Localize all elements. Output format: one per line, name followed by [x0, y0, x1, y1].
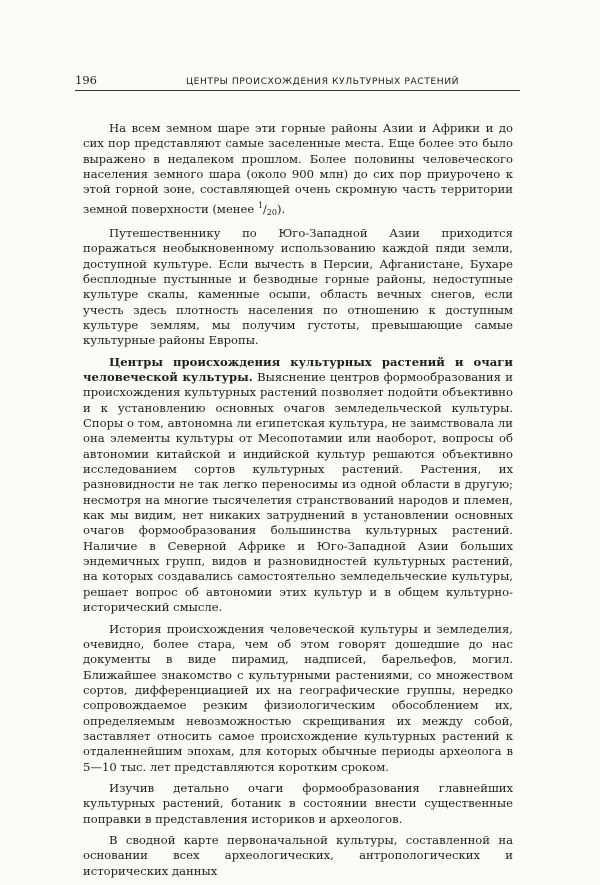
paragraph-6: В сводной карте первоначальной культуры, составленной на основании всех археологических, антропологических и исторических данных [83, 832, 513, 878]
paragraph-3 [83, 355, 513, 616]
running-title: ЦЕНТРЫ ПРОИСХОЖДЕНИЯ КУЛЬТУРНЫХ РАСТЕНИЙ [185, 76, 460, 87]
paragraph-2: Путешественнику по Юго-Западной Азии приходится поражаться необыкновенному использованию каждой пяди земли, доступной культуре. Если вычесть в Персии, Афганистане, Бухаре бесплодные пустынные и безводные горные районы, недоступные культуре скалы, каменные осыпи, область вечных снегов, если учесть здесь плотность населения по отношению к доступным культуре землям, мы получим густоты, превышающие самые культурные районы Европы. [83, 225, 513, 348]
page-number: 196 [75, 73, 97, 87]
paragraph-4: История происхождения человеческой культуры и земледелия, очевидно, более стара, чем об этом говорят дошедшие до нас документы в виде пирамид, надписей, барельефов, могил. Ближайшее знакомство с культурными растениями, со множеством сортов, дифференциацией их на географические группы, нередко сопровождаемое резким физиологическим обособлением их, определяемым невозможностью скрещивания их между собой, заставляет относить самое происхождение культурных растений к отдаленнейшим эпохам, для которых обычные периоды археолога в 5—10 тыс. лет представляются коротким сроком. [83, 621, 513, 774]
paragraph-5: Изучив детально очаги формообразования главнейших культурных растений, ботаник в состоянии внести существенные поправки в представления историков и археологов. [83, 780, 513, 826]
fraction-denominator: 20 [266, 207, 277, 217]
paragraph-1-text: На всем земном шаре эти горные районы Азии и Африки и до сих пор представляют самые заселенные места. Еще более это было выражено в недалеком прошлом. Более половины человеческого населения земного шара (около 900 млн) до сих пор приурочено к этой горной зоне, составляющей очень скромную часть территории земной поверхности (менее [83, 121, 513, 216]
fraction-numerator: 1 [257, 200, 264, 210]
paragraph-3-text: Выяснение центров формообразования и происхождения культурных растений позволяет подойти объективно и к установлению основных очагов земледельческой культуры. Споры о том, автономна ли египетская культура, не заимствовала ли она элементы культуры от Месопотамии или наоборот, вопросы об автономии китайской и индийской культур решаются объективно исследованием сортов культурных растений. Растения, их разновидности не так легко переносимы из одной области в другую; несмотря на многие тысячелетия странствований народов и племен, как мы видим, нет никаких затруднений в установлении основных очагов формообразования большинства культурных растений. Наличие в Северной Африке и Юго-Западной Азии больших эндемичных групп, видов и разновидностей культурных растений, на которых создавались самостоятельно земледельческие культуры, решает вопрос об автономии этих культур и в общем культурно-исторический смысле. [83, 370, 514, 615]
body-text [83, 121, 513, 885]
paragraph-1-end: ). [276, 201, 286, 216]
fraction-slash: / [263, 202, 267, 216]
section-heading: Центры происхождения культурных растений и очаги человеческой культуры. [83, 354, 513, 385]
page-header [75, 73, 520, 91]
paragraph-1 [83, 121, 513, 220]
